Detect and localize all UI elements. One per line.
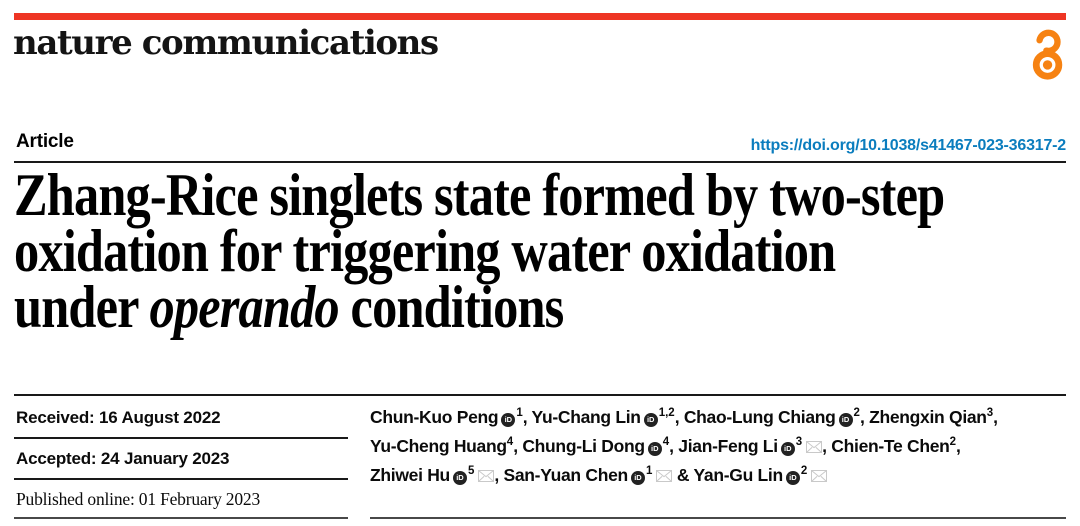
affiliation-superscript: 4 [662,436,670,448]
affiliation-superscript: 1 [645,465,653,477]
title-italic-word: operando [149,274,339,340]
author-separator: , [993,407,998,427]
author [532,407,675,427]
affiliation-superscript: 1,2 [658,407,675,419]
divider [14,394,1066,396]
orcid-id-icon[interactable]: iD [501,413,515,427]
author [370,436,513,456]
author-name: Chung-Li Dong [522,436,645,456]
author-name: Yan-Gu Lin [693,465,783,485]
author-name: Zhiwei Hu [370,465,450,485]
author-separator: , [674,407,684,427]
title-line-2: oxidation for triggering water oxidation [14,218,836,284]
orcid-id-icon[interactable]: iD [648,442,662,456]
affiliation-superscript: 5 [467,465,475,477]
author [831,436,956,456]
affiliation-superscript: 2 [949,436,956,448]
received-date: Received: 16 August 2022 [16,408,221,427]
divider [370,517,1066,519]
author-separator: , [669,436,679,456]
divider [14,517,348,519]
envelope-icon[interactable] [806,441,822,453]
journal-logo: nature communications [13,23,438,63]
masthead-rule [14,13,1066,20]
envelope-icon[interactable] [811,470,827,482]
author-name: Zhengxin Qian [869,407,987,427]
author-separator: , [822,436,832,456]
author-separator: & [672,465,694,485]
author-list [370,403,1072,490]
affiliation-superscript: 1 [516,407,523,419]
divider [14,478,348,480]
open-access-lock-icon [1029,27,1067,82]
orcid-id-icon[interactable]: iD [839,413,853,427]
author-separator: , [513,436,523,456]
author [694,465,828,485]
author-separator: , [955,436,961,456]
author [869,407,993,427]
author-name: Chao-Lung Chiang [683,407,836,427]
envelope-icon[interactable] [478,470,494,482]
divider [14,437,348,439]
affiliation-superscript: 3 [795,436,803,448]
affiliation-superscript: 3 [986,407,994,419]
author [678,436,822,456]
orcid-id-icon[interactable]: iD [644,413,658,427]
orcid-id-icon[interactable]: iD [781,442,795,456]
doi-link[interactable]: https://doi.org/10.1038/s41467-023-36317-2 [750,137,1066,154]
title-line-3-suffix: conditions [338,274,564,340]
published-date: Published online: 01 February 2023 [16,489,261,509]
author [503,465,672,485]
orcid-id-icon[interactable]: iD [631,471,645,485]
title-line-1: Zhang-Rice singlets state formed by two-step [14,162,945,228]
title-line-3-prefix: under [14,274,150,340]
orcid-id-icon[interactable]: iD [453,471,467,485]
author [370,465,494,485]
author-name: Jian-Feng Li [678,436,778,456]
author-name: Yu-Chang Lin [531,407,641,427]
author-name: Chun-Kuo Peng [370,407,499,427]
author-name: Chien-Te Chen [831,436,950,456]
author-name: Yu-Cheng Huang [370,436,507,456]
author [370,407,523,427]
accepted-date: Accepted: 24 January 2023 [16,449,230,468]
author-separator: , [859,407,870,427]
author [684,407,860,427]
author-name: San-Yuan Chen [503,465,628,485]
envelope-icon[interactable] [656,470,672,482]
article-type-label: Article [16,131,74,152]
affiliation-superscript: 2 [800,465,808,477]
author-separator: , [494,465,504,485]
affiliation-superscript: 2 [853,407,860,419]
author-separator: , [522,407,532,427]
affiliation-superscript: 4 [506,436,514,448]
orcid-id-icon[interactable]: iD [786,471,800,485]
author [522,436,669,456]
article-title [14,162,945,340]
